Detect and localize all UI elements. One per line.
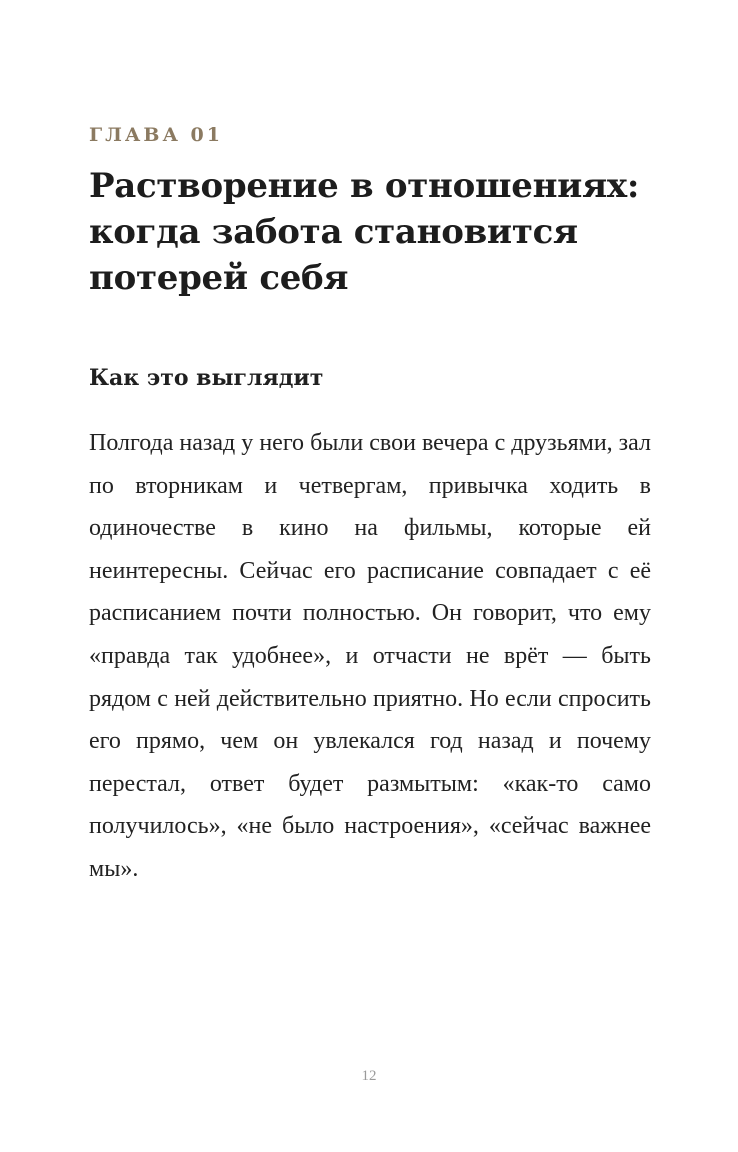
section-heading: Как это выглядит bbox=[89, 365, 324, 391]
body-paragraph: Полгода назад у него были свои вечера с друзьями, зал по вторникам и четвергам, привычка ходить в одиночестве в кино на фильмы, которые ей неинтересны. Сейчас его расписание совпадает с её расписанием почти полностью. Он говорит, что ему «правда так удобнее», и отчасти не врёт — быть рядом с ней действительно приятно. Но если спросить его прямо, чем он увлекался год назад и почему перестал, ответ будет размытым: «как-то само получилось», «не было настроения», «сейчас важнее мы». bbox=[89, 430, 651, 882]
chapter-label: ГЛАВА 01 bbox=[89, 124, 223, 146]
page-number: 12 bbox=[361, 1068, 377, 1084]
book-page bbox=[89, 120, 651, 891]
chapter-title: Растворение в отношениях: когда забота становится потерей себя bbox=[89, 166, 640, 298]
